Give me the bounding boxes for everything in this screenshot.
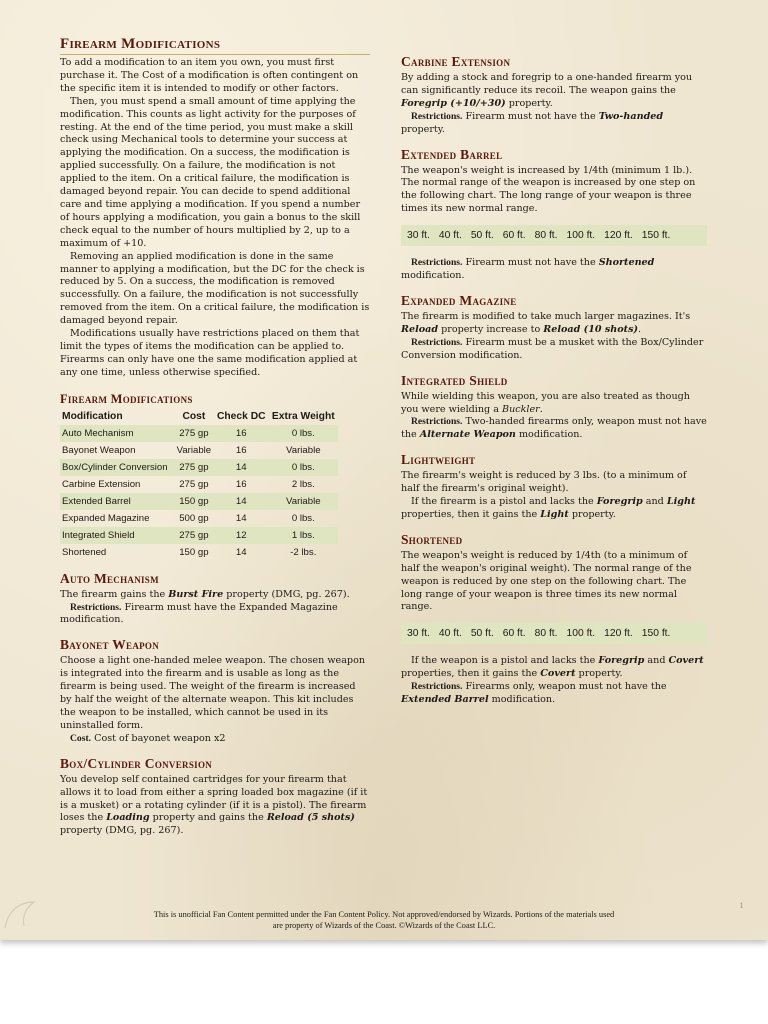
cell-modification: Carbine Extension <box>62 478 141 490</box>
footer-line-2: are property of Wizards of the Coast. ©Wizards of the Coast LLC. <box>272 920 496 930</box>
cell-check-dc: 14 <box>214 459 269 476</box>
table-row <box>60 425 338 442</box>
integrated-shield-restrictions: Restrictions. Two-handed firearms only, weapon must not have the Alternate Weapon modification. <box>401 416 707 441</box>
range-step: 150 ft. <box>641 230 671 242</box>
extended-barrel-text: The weapon's weight is increased by 1/4th (minimum 1 lb.). The normal range of the weapon is increased by one step on the following chart. The long range of your weapon is three times its new normal range. <box>401 164 696 215</box>
bayonet-weapon-cost: Cost. Cost of bayonet weapon x2 <box>70 732 226 744</box>
intro-paragraph-3: Removing an applied modification is done in the same manner to applying a modification, but the DC for the check is reduced by 5. On a success, the modification is removed successfully. On a failure, the modification is not successfully removed from the item. On a critical failure, the modification is damaged beyond repair. <box>60 250 370 327</box>
modifications-table <box>60 409 338 561</box>
table-row <box>60 527 338 544</box>
cell-check-dc: 14 <box>235 546 247 558</box>
lightweight-text: The firearm's weight is reduced by 3 lbs. (to a minimum of half the firearm's original weight). <box>401 470 687 495</box>
cell-check-dc: 16 <box>235 478 247 490</box>
expanded-magazine-restrictions: Restrictions. Firearm must be a musket with the Box/Cylinder Conversion modification. <box>401 336 704 361</box>
range-step: 40 ft. <box>438 628 462 640</box>
range-step: 80 ft. <box>534 230 558 242</box>
range-step: 120 ft. <box>604 628 633 640</box>
range-step: 150 ft. <box>641 628 671 640</box>
range-step: 60 ft. <box>502 628 526 640</box>
cell-check-dc: 14 <box>214 493 269 510</box>
cell-check-dc: 16 <box>235 444 247 456</box>
section-title-extended-barrel: Extended Barrel <box>401 146 503 162</box>
cell-cost: 275 gp <box>174 459 214 476</box>
cell-extra-weight: -2 lbs. <box>290 546 317 558</box>
cell-cost: 150 gp <box>174 493 214 510</box>
auto-mechanism-text: The firearm gains the Burst Fire property (DMG, pg. 267). <box>60 588 350 600</box>
cell-cost: 150 gp <box>179 546 209 558</box>
section-title-expanded-magazine: Expanded Magazine <box>401 292 517 308</box>
range-step: 50 ft. <box>470 628 494 640</box>
table-row <box>60 476 338 493</box>
auto-mechanism-restrictions: Restrictions. Firearm must have the Expanded Magazine modification. <box>60 601 338 626</box>
cell-extra-weight: 1 lbs. <box>269 527 338 544</box>
range-chart <box>401 225 707 246</box>
cell-check-dc: 16 <box>214 425 269 442</box>
page-number: 1 <box>739 902 744 910</box>
expanded-magazine-text: The firearm is modified to take much larger magazines. It's Reload property increase to Reload (10 shots). <box>401 310 691 335</box>
box-cylinder-text: You develop self contained cartridges for your firearm that allows it to load from either a spring loaded box magazine (if it is a musket) or a rotating cylinder (if it is a pistol). The firearm loses the Loading property and gains the Reload (5 shots) property (DMG, pg. 267). <box>60 773 368 837</box>
table-row <box>60 459 338 476</box>
carbine-extension-restrictions: Restrictions. Firearm must not have the Two-handed property. <box>401 110 664 135</box>
footer-line-1: This is unofficial Fan Content permitted under the Fan Content Policy. Not approved/endorsed by Wizards. Portions of the materials used <box>153 910 615 919</box>
range-step: 30 ft. <box>407 628 430 640</box>
cell-check-dc: 12 <box>214 527 269 544</box>
section-title-shortened: Shortened <box>401 531 463 547</box>
range-step: 100 ft. <box>566 628 596 640</box>
cell-extra-weight: Variable <box>269 493 338 510</box>
col-header-cost: Cost <box>182 410 206 422</box>
cell-modification: Shortened <box>62 546 107 558</box>
range-step: 120 ft. <box>604 230 633 242</box>
table-row <box>60 442 338 459</box>
table-row <box>60 510 338 527</box>
cell-extra-weight: 2 lbs. <box>291 478 315 490</box>
cell-cost: 275 gp <box>174 425 214 442</box>
range-step: 80 ft. <box>534 628 558 640</box>
cell-extra-weight: 0 lbs. <box>269 425 338 442</box>
cell-modification: Box/Cylinder Conversion <box>60 459 174 476</box>
table-header-row <box>60 409 338 425</box>
range-step: 60 ft. <box>502 230 526 242</box>
cell-modification: Expanded Magazine <box>62 512 150 524</box>
cell-modification: Bayonet Weapon <box>62 444 136 456</box>
cell-cost: Variable <box>176 444 212 456</box>
intro-paragraph-2: Then, you must spend a small amount of time applying the modification. This counts as light activity for the purposes of resting. At the end of the time period, you must make a skill check using Mechanical tools to determine your success at applying the modification. On a success, the modification is applied successfully. On a failure, the modification is not applied to the item. On a critical failure, the modification is damaged beyond repair. You can decide to spend additional care and time applying a modification. If you spend a number of hours applying a modification, you gain a bonus to the skill check equal to the number of hours multiplied by 2, up to a maximum of +10. <box>60 95 361 249</box>
extended-barrel-restrictions: Restrictions. Firearm must not have the Shortened modification. <box>401 257 655 282</box>
cell-extra-weight: 0 lbs. <box>291 512 315 524</box>
intro-paragraph-4: Modifications usually have restrictions placed on them that limit the types of items the modification can be applied to. Firearms can only have one the same modification applied at any one time, unless otherwise specified. <box>60 328 360 378</box>
shortened-text: The weapon's weight is reduced by 1/4th (to a minimum of half the weapon's original weight). The normal range of the weapon is reduced by one step on the following chart. The long range of your weapon is three times its new normal range. <box>401 549 692 613</box>
range-step: 30 ft. <box>407 230 430 242</box>
section-title-integrated-shield: Integrated Shield <box>401 372 508 388</box>
cell-cost: 500 gp <box>179 512 209 524</box>
cell-check-dc: 14 <box>235 512 247 524</box>
cell-modification: Integrated Shield <box>60 527 174 544</box>
section-title-carbine-extension: Carbine Extension <box>401 54 511 69</box>
range-step: 40 ft. <box>438 230 462 242</box>
range-chart <box>401 623 707 644</box>
range-step: 100 ft. <box>566 230 596 242</box>
section-title-auto-mechanism: Auto Mechanism <box>60 570 159 586</box>
page-title: Firearm Modifications <box>60 36 370 55</box>
col-header-check-dc: Check DC <box>216 410 266 422</box>
table-row <box>60 493 338 510</box>
range-step: 50 ft. <box>470 230 494 242</box>
shortened-pistol-text: If the weapon is a pistol and lacks the Foregrip and Covert properties, then it gains the Covert property. <box>401 655 704 680</box>
section-title-box-cylinder-conversion: Box/Cylinder Conversion <box>60 755 213 771</box>
section-title-bayonet-weapon: Bayonet Weapon <box>60 637 160 653</box>
right-column <box>401 30 707 707</box>
cell-modification: Extended Barrel <box>60 493 174 510</box>
carbine-extension-text: By adding a stock and foregrip to a one-handed firearm you can significantly reduce its recoil. The weapon gains the Foregrip (+10/+30) property. <box>401 72 693 109</box>
left-column <box>60 30 370 838</box>
cell-extra-weight: 0 lbs. <box>269 459 338 476</box>
bayonet-weapon-text: Choose a light one-handed melee weapon. The chosen weapon is integrated into the firearm and is usable as long as the firearm is being used. The weight of the firearm is increased by half the weight of the alternate weapon. This kit includes the weapon to be installed, which cannot be used in its uninstalled form. <box>60 655 366 731</box>
cell-cost: 275 gp <box>179 478 209 490</box>
lightweight-pistol-text: If the firearm is a pistol and lacks the Foregrip and Light properties, then it gains the Light property. <box>401 496 696 520</box>
cell-extra-weight: Variable <box>286 444 321 456</box>
cell-modification: Auto Mechanism <box>60 425 174 442</box>
legal-footer <box>0 910 768 931</box>
table-title: Firearm Modifications <box>60 391 193 406</box>
table-row <box>60 544 338 561</box>
intro-paragraph-1: To add a modification to an item you own, you must first purchase it. The Cost of a modification is often contingent on the specific item it is intended to modify or other factors. <box>60 57 359 94</box>
col-header-extra-weight: Extra Weight <box>271 410 335 422</box>
section-title-lightweight: Lightweight <box>401 452 476 468</box>
cell-cost: 275 gp <box>174 527 214 544</box>
col-header-modification: Modification <box>62 410 123 422</box>
shortened-restrictions: Restrictions. Firearms only, weapon must not have the Extended Barrel modification. <box>401 681 667 706</box>
integrated-shield-text: While wielding this weapon, you are also treated as though you were wielding a Buckler. <box>401 390 690 415</box>
